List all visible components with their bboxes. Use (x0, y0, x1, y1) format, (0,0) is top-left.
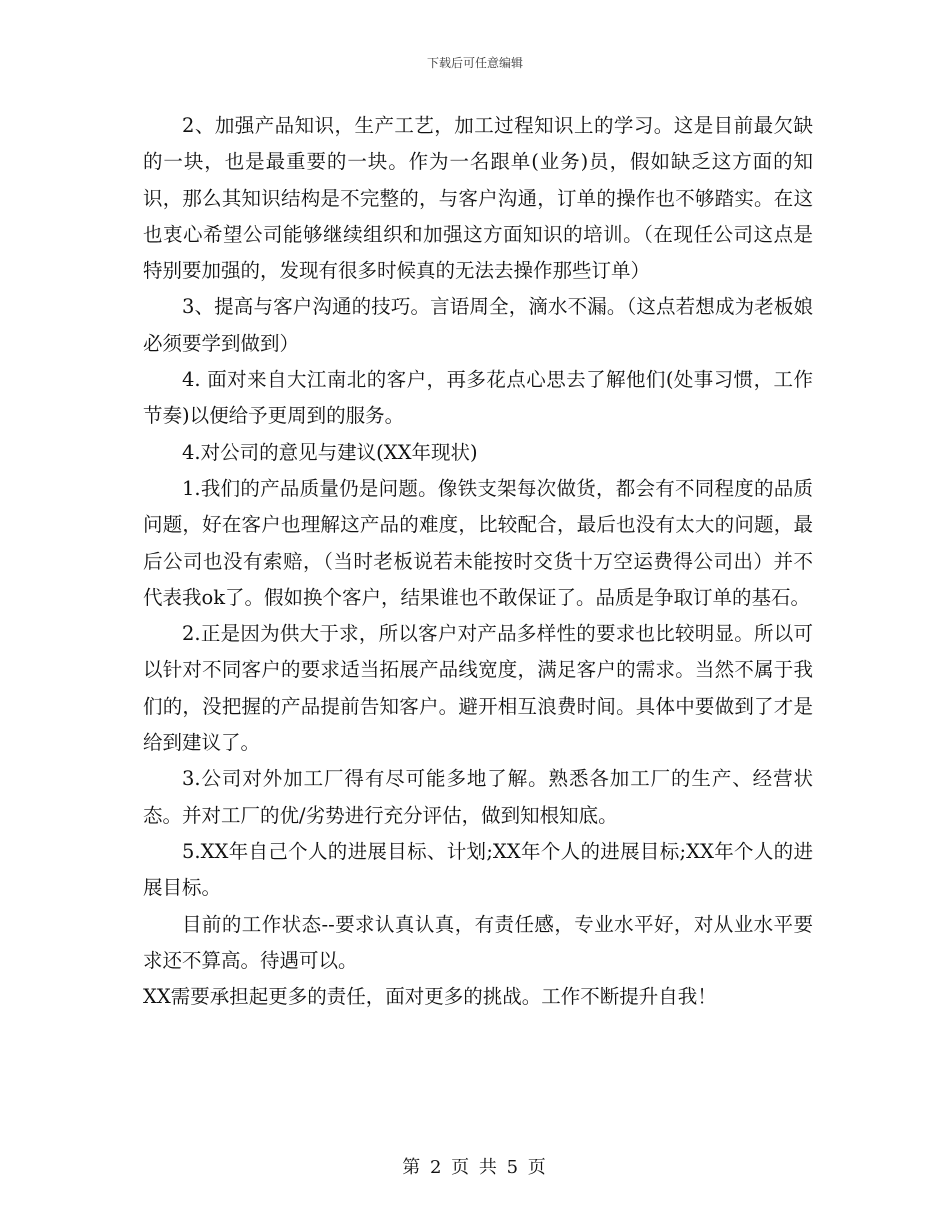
paragraph-communication-skills: 3、提高与客户沟通的技巧。言语周全，滴水不漏。（这点若想成为老板娘必须要学到做到） (143, 295, 813, 355)
document-body (143, 108, 813, 1015)
paragraph-processing-factories: 3.公司对外加工厂得有尽可能多地了解。熟悉各加工厂的生产、经营状态。并对工厂的优/劣势进行充分评估，做到知根知底。 (143, 767, 813, 827)
page-header: 下载后可任意编辑 (426, 56, 523, 70)
paragraph-closing: XX需要承担起更多的责任，面对更多的挑战。工作不断提升自我！ (143, 985, 717, 1009)
paragraph-product-quality: 1.我们的产品质量仍是问题。像铁支架每次做货，都会有不同程度的品质问题，好在客户也理解这产品的难度，比较配合，最后也没有太大的问题，最后公司也没有索赔，（当时老板说若未能按时交货十万空运费得公司出）并不代表我ok了。假如换个客户，结果谁也不敢保证了。品质是争取订单的基石。 (143, 476, 813, 609)
paragraph-product-knowledge: 2、加强产品知识，生产工艺，加工过程知识上的学习。这是目前最欠缺的一块，也是最重要的一块。作为一名跟单(业务)员，假如缺乏这方面的知识，那么其知识结构是不完整的，与客户沟通，订单的操作也不够踏实。在这也衷心希望公司能够继续组织和加强这方面知识的培训。（在现任公司这点是特别要加强的，发现有很多时候真的无法去操作那些订单） (143, 114, 813, 283)
section-heading-goals: 5.XX年自己个人的进展目标、计划;XX年个人的进展目标;XX年个人的进展目标。 (143, 839, 813, 900)
section-heading-suggestions: 4.对公司的意见与建议(XX年现状) (182, 440, 478, 464)
paragraph-product-diversity: 2.正是因为供大于求，所以客户对产品多样性的要求也比较明显。所以可以针对不同客户的要求适当拓展产品线宽度，满足客户的需求。当然不属于我们的，没把握的产品提前告知客户。避开相互浪费时间。具体中要做到了才是给到建议了。 (143, 622, 813, 755)
paragraph-work-status: 目前的工作状态--要求认真认真，有责任感，专业水平好，对从业水平要求还不算高。待遇可以。 (143, 912, 813, 972)
paragraph-customer-service: 4. 面对来自大江南北的客户，再多花点心思去了解他们(处事习惯，工作节奏)以便给予更周到的服务。 (143, 368, 813, 428)
page-number: 第 2 页 共 5 页 (402, 1157, 548, 1178)
